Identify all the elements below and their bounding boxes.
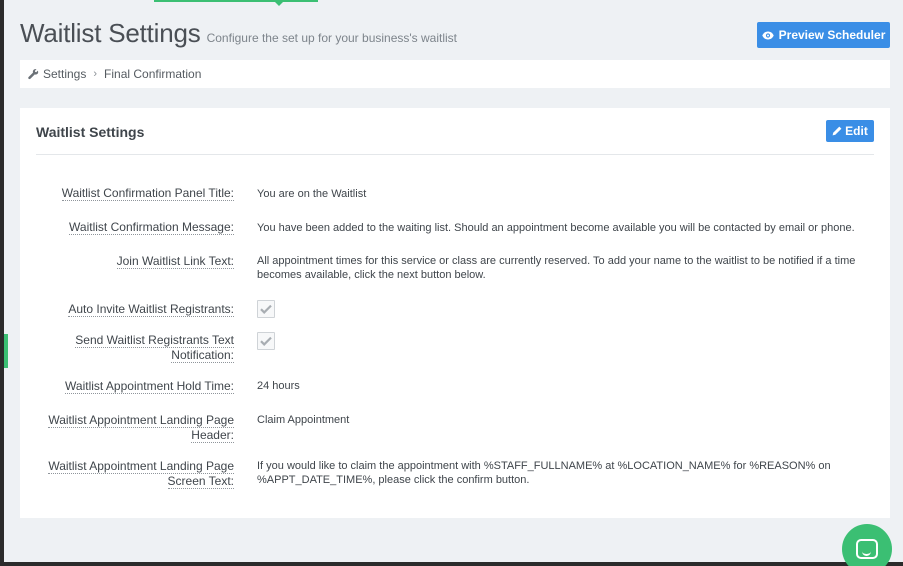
field-label: Waitlist Appointment Hold Time: [65, 379, 234, 393]
field-label: Waitlist Appointment Landing Page Screen Text: [48, 459, 234, 488]
page-title: Waitlist Settings [20, 18, 201, 48]
field-value: You have been added to the waiting list. Should an appointment become available you will be contacted by email or phone. [257, 222, 855, 234]
edit-button[interactable] [826, 120, 874, 142]
breadcrumb-separator-icon: › [93, 68, 98, 80]
auto-invite-checkbox[interactable] [257, 300, 275, 318]
field-label: Auto Invite Waitlist Registrants: [68, 302, 234, 316]
chat-launcher-button[interactable] [842, 524, 892, 566]
wrench-icon [28, 69, 39, 80]
field-value: You are on the Waitlist [257, 188, 367, 200]
page-subtitle: Configure the set up for your business's waitlist [206, 31, 458, 45]
field-value: Claim Appointment [257, 414, 350, 426]
top-nav-active-indicator [154, 0, 318, 2]
left-nav-active-marker [4, 334, 8, 368]
pencil-icon [832, 126, 842, 136]
page-header [20, 18, 457, 49]
text-notification-checkbox[interactable] [257, 332, 275, 350]
top-nav-caret [275, 2, 283, 6]
field-value: If you would like to claim the appointment with %STAFF_FULLNAME% at %LOCATION_NAME% for %REASON% on %APPT_DATE_TIME%, please click the confirm button. [257, 460, 831, 486]
field-label: Waitlist Appointment Landing Page Header: [48, 413, 234, 442]
panel-divider [36, 154, 874, 155]
field-value: All appointment times for this service or class are currently reserved. To add your name to the waitlist to be notified if a time becomes available, click the next button below. [257, 255, 856, 281]
breadcrumb-settings-label: Settings [43, 67, 87, 81]
field-label: Join Waitlist Link Text: [116, 254, 234, 268]
edit-label: Edit [845, 124, 868, 138]
panel-title: Waitlist Settings [36, 124, 145, 140]
breadcrumb-settings[interactable] [28, 67, 86, 81]
preview-scheduler-label: Preview Scheduler [778, 28, 886, 42]
chat-icon [856, 539, 878, 559]
preview-scheduler-button[interactable] [757, 22, 890, 48]
waitlist-settings-panel [20, 108, 890, 518]
breadcrumb [20, 60, 890, 88]
field-label: Waitlist Confirmation Panel Title: [61, 186, 234, 200]
app-window [4, 0, 903, 562]
breadcrumb-final-confirmation: Final Confirmation [104, 67, 202, 81]
eye-icon [762, 31, 774, 40]
check-icon [260, 304, 272, 314]
field-value: 24 hours [257, 380, 300, 392]
field-label: Send Waitlist Registrants Text Notification: [75, 333, 234, 362]
field-label: Waitlist Confirmation Message: [69, 220, 234, 234]
check-icon [260, 336, 272, 346]
